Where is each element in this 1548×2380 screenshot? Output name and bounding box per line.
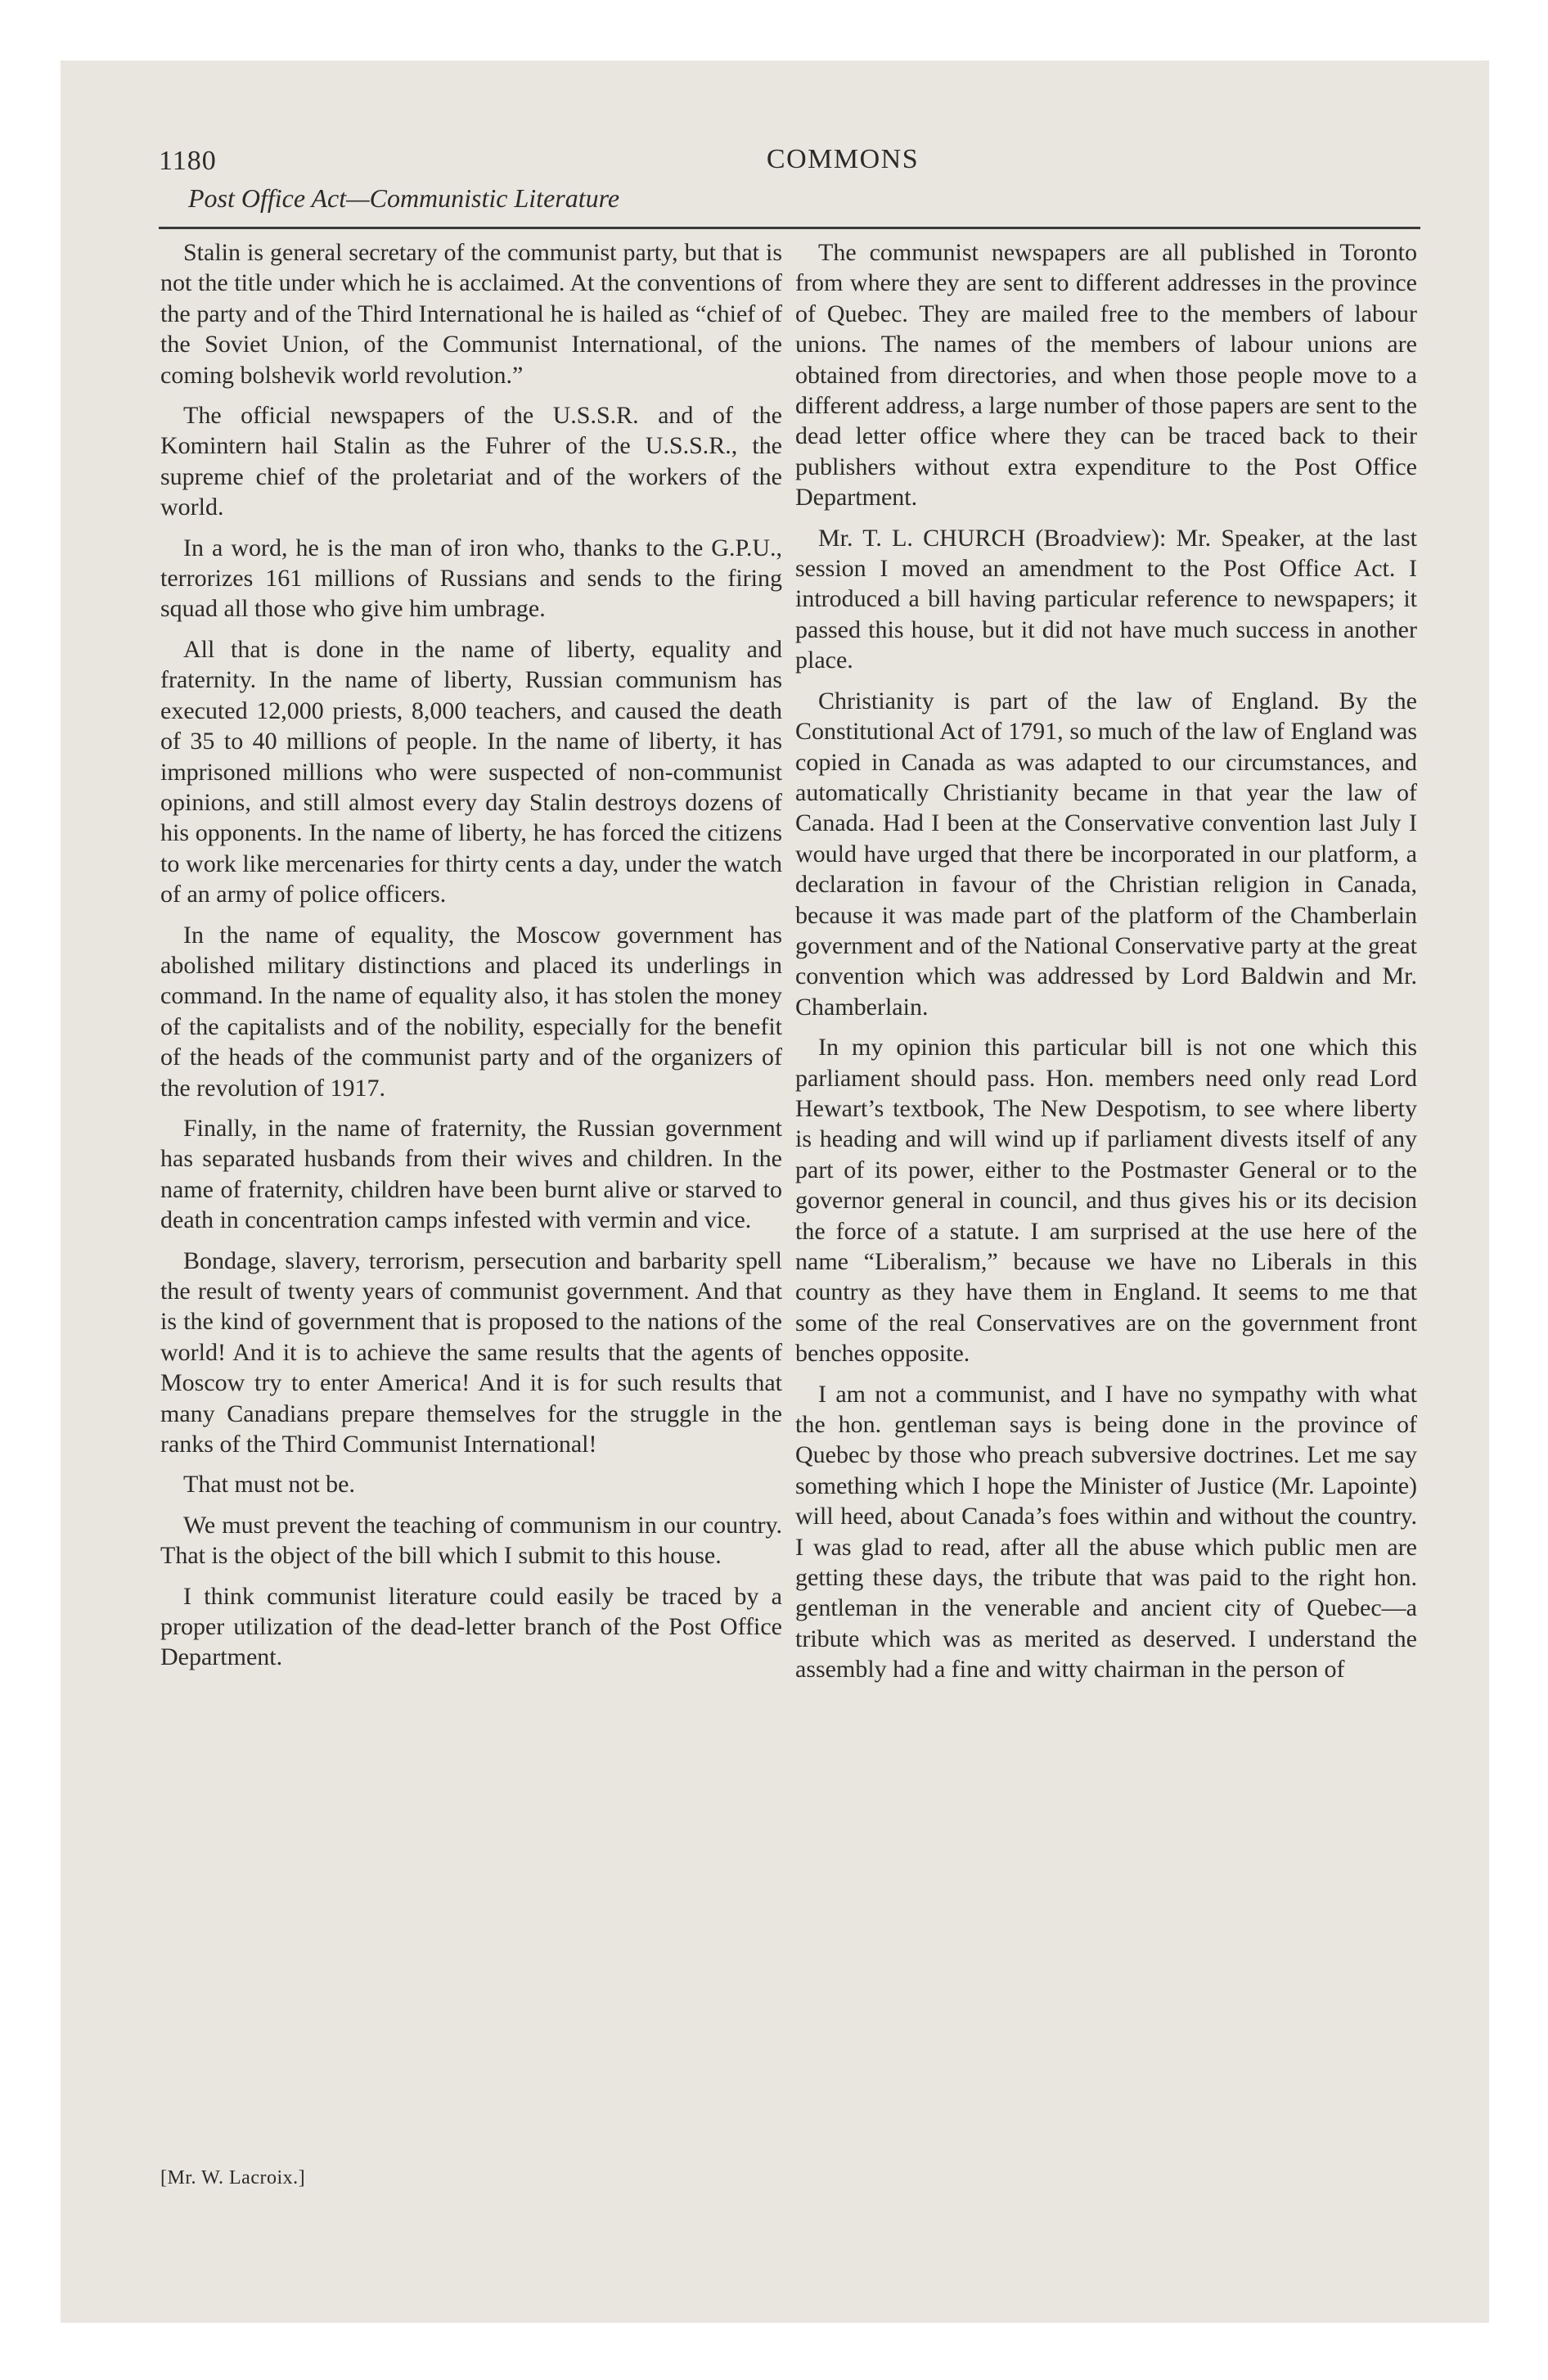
running-head: Post Office Act—Communistic Literature — [188, 183, 620, 213]
paragraph: In my opinion this particular bill is not one which this parliament should pass. Hon. members need only read Lord Hewart’s textbook, The New Despotism, to see where liberty is heading and will wind up if parliament divests itself of any part of its power, either to the Postmaster General or to the governor general in council, and thus gives his or its decision the force of a statute. I am surprised at the use here of the name “Liberalism,” because we have no Liberals in this country as they have them in England. It seems to me that some of the real Conservatives are on the government front benches opposite. — [795, 1034, 1417, 1368]
header-rule — [159, 227, 1420, 229]
right-column — [795, 237, 1417, 1695]
paragraph: Stalin is general secretary of the communist party, but that is not the title under which he is acclaimed. At the conventions of the party and of the Third International he is hailed as “chief of the Soviet Union, of the Communist International, of the coming bolshevik world revolution.” — [160, 239, 782, 389]
section-title: COMMONS — [766, 144, 920, 174]
paragraph: In a word, he is the man of iron who, thanks to the G.P.U., terrorizes 161 millions of Russians and sends to the firing squad all those who give him umbrage. — [160, 534, 782, 623]
paragraph: Mr. T. L. CHURCH (Broadview): Mr. Speaker, at the last session I moved an amendment to the Post Office Act. I introduced a bill having particular reference to newspapers; it passed this house, but it did not have much success in another place. — [795, 524, 1417, 674]
left-column — [160, 237, 782, 1683]
paragraph: Bondage, slavery, terrorism, persecution and barbarity spell the result of twenty years of communist government. And that is the kind of government that is proposed to the nations of the world! And it is to achieve the same results that the agents of Moscow try to enter America! And it is for such results that many Canadians prepare themselves for the struggle in the ranks of the Third Communist International! — [160, 1246, 782, 1458]
paragraph: Finally, in the name of fraternity, the Russian government has separated husbands from their wives and children. In the name of fraternity, children have been burnt alive or starved to death in concentration camps infested with vermin and vice. — [160, 1114, 782, 1234]
page-number: 1180 — [159, 146, 217, 176]
paragraph: The official newspapers of the U.S.S.R. and of the Komintern hail Stalin as the Fuhrer of the U.S.S.R., the supreme chief of the proletariat and of the workers of the world. — [160, 402, 782, 521]
paragraph: Christianity is part of the law of England. By the Constitutional Act of 1791, so much of the law of England was copied in Canada as was adapted to our circumstances, and automatically Christianity became in that year the law of Canada. Had I been at the Conservative convention last July I would have urged that there be incorporated in our platform, a declaration in favour of the Christian religion in Canada, because it was made part of the platform of the Chamberlain government and of the National Conservative party at the great convention which was addressed by Lord Baldwin and Mr. Chamberlain. — [795, 687, 1417, 1021]
paragraph: All that is done in the name of liberty, equality and fraternity. In the name of liberty, Russian communism has executed 12,000 priests, 8,000 teachers, and caused the death of 35 to 40 millions of people. In the name of liberty, it has imprisoned millions who were suspected of non-communist opinions, and still almost every day Stalin destroys dozens of his opponents. In the name of liberty, he has forced the citizens to work like mercenaries for thirty cents a day, under the watch of an army of police officers. — [160, 635, 782, 908]
speaker-attribution: [Mr. W. Lacroix.] — [160, 2167, 306, 2188]
paragraph: That must not be. — [183, 1471, 355, 1499]
paragraph: The communist newspapers are all published in Toronto from where they are sent to different addresses in the province of Quebec. They are mailed free to the members of labour unions. The names of the members of labour unions are obtained from directories, and when those people move to a different address, a large number of those papers are sent to the dead letter office where they can be traced back to their publishers without extra expenditure to the Post Office Department. — [795, 239, 1417, 512]
paragraph: I think communist literature could easily be traced by a proper utilization of the dead-letter branch of the Post Office Department. — [160, 1582, 782, 1671]
paragraph: We must prevent the teaching of communism in our country. That is the object of the bill which I submit to this house. — [160, 1511, 782, 1570]
page-header — [159, 144, 1420, 229]
paragraph: In the name of equality, the Moscow government has abolished military distinctions and placed its underlings in command. In the name of equality also, it has stolen the money of the capitalists and of the nobility, especially for the benefit of the heads of the communist party and of the organizers of the revolution of 1917. — [160, 921, 782, 1102]
paragraph: I am not a communist, and I have no sympathy with what the hon. gentleman says is being done in the province of Quebec by those who preach subversive doctrines. Let me say something which I hope the Minister of Justice (Mr. Lapointe) will heed, about Canada’s foes within and without the country. I was glad to read, after all the abuse which public men are getting these days, the tribute that was paid to the right hon. gentleman in the venerable and ancient city of Quebec—a tribute which was as merited as deserved. I understand the assembly had a fine and witty chairman in the person of — [795, 1380, 1417, 1684]
